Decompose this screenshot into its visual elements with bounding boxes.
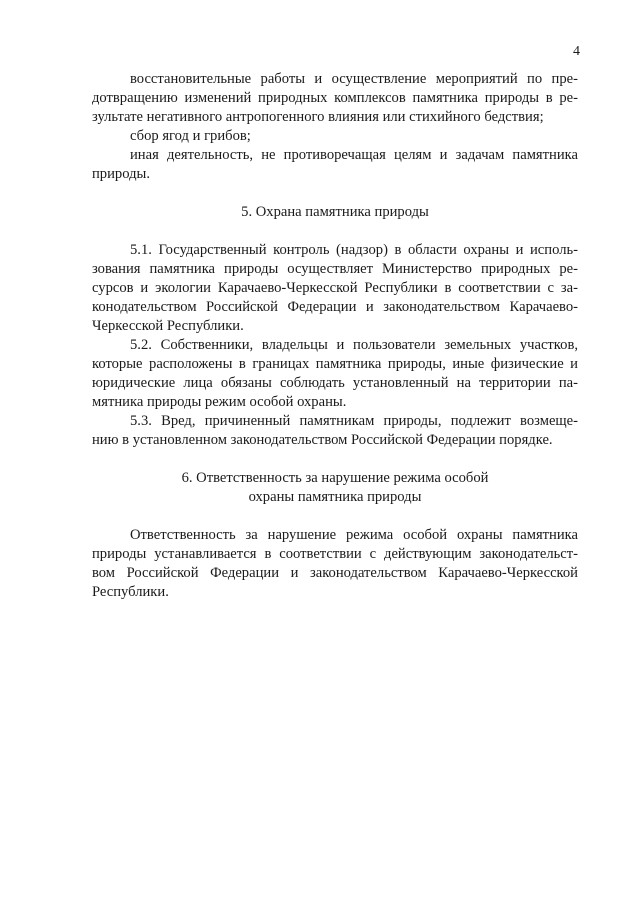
paragraph-line: 5.1. Государственный контроль (надзор) в области охраны и исполь- <box>130 242 578 258</box>
paragraph <box>92 70 578 127</box>
paragraph-line: 5.2. Собственники, владельцы и пользователи земельных участков, <box>130 337 578 353</box>
paragraph <box>92 336 578 412</box>
heading-line: охраны памятника природы <box>248 489 422 505</box>
page-number: 4 <box>573 44 580 59</box>
paragraph-line: вом Российской Федерации и законодательством Карачаево-Черкесской <box>92 565 578 581</box>
paragraph-line: природы устанавливается в соответствии с действующим законодательст- <box>92 546 578 562</box>
paragraph-line: Ответственность за нарушение режима особой охраны памятника <box>130 527 578 543</box>
paragraph-line: Республики. <box>92 584 169 600</box>
paragraph-line: нию в установленном законодательством Российской Федерации порядке. <box>92 432 553 448</box>
paragraph-line: зования памятника природы осуществляет Министерство природных ре- <box>92 261 578 277</box>
paragraph-line: Черкесской Республики. <box>92 318 244 334</box>
heading-line: 6. Ответственность за нарушение режима особой <box>181 470 489 486</box>
paragraph <box>92 526 578 602</box>
document-body <box>92 70 578 602</box>
paragraph-line: дотвращению изменений природных комплексов памятника природы в ре- <box>92 90 578 106</box>
paragraph <box>92 241 578 336</box>
paragraph-line: сбор ягод и грибов; <box>130 128 251 144</box>
paragraph-line: которые расположены в границах памятника природы, иные физические и <box>92 356 578 372</box>
heading-line: 5. Охрана памятника природы <box>241 204 429 220</box>
paragraph-line: восстановительные работы и осуществление мероприятий по пре- <box>130 71 578 87</box>
paragraph-line: мятника природы режим особой охраны. <box>92 394 347 410</box>
paragraph-line: иная деятельность, не противоречащая целям и задачам памятника <box>130 147 578 163</box>
paragraph-line: конодательством Российской Федерации и законодательством Карачаево- <box>92 299 578 315</box>
paragraph-line: сурсов и экологии Карачаево-Черкесской Республики в соответствии с за- <box>92 280 578 296</box>
paragraph-line: природы. <box>92 166 150 182</box>
paragraph-line: 5.3. Вред, причиненный памятникам природы, подлежит возмеще- <box>130 413 578 429</box>
section-heading <box>92 203 578 222</box>
paragraph-line: юридические лица обязаны соблюдать установленный на территории па- <box>92 375 578 391</box>
paragraph <box>92 127 578 146</box>
paragraph-line: зультате негативного антропогенного влияния или стихийного бедствия; <box>92 109 544 125</box>
paragraph <box>92 412 578 450</box>
paragraph <box>92 146 578 184</box>
section-heading <box>92 469 578 507</box>
